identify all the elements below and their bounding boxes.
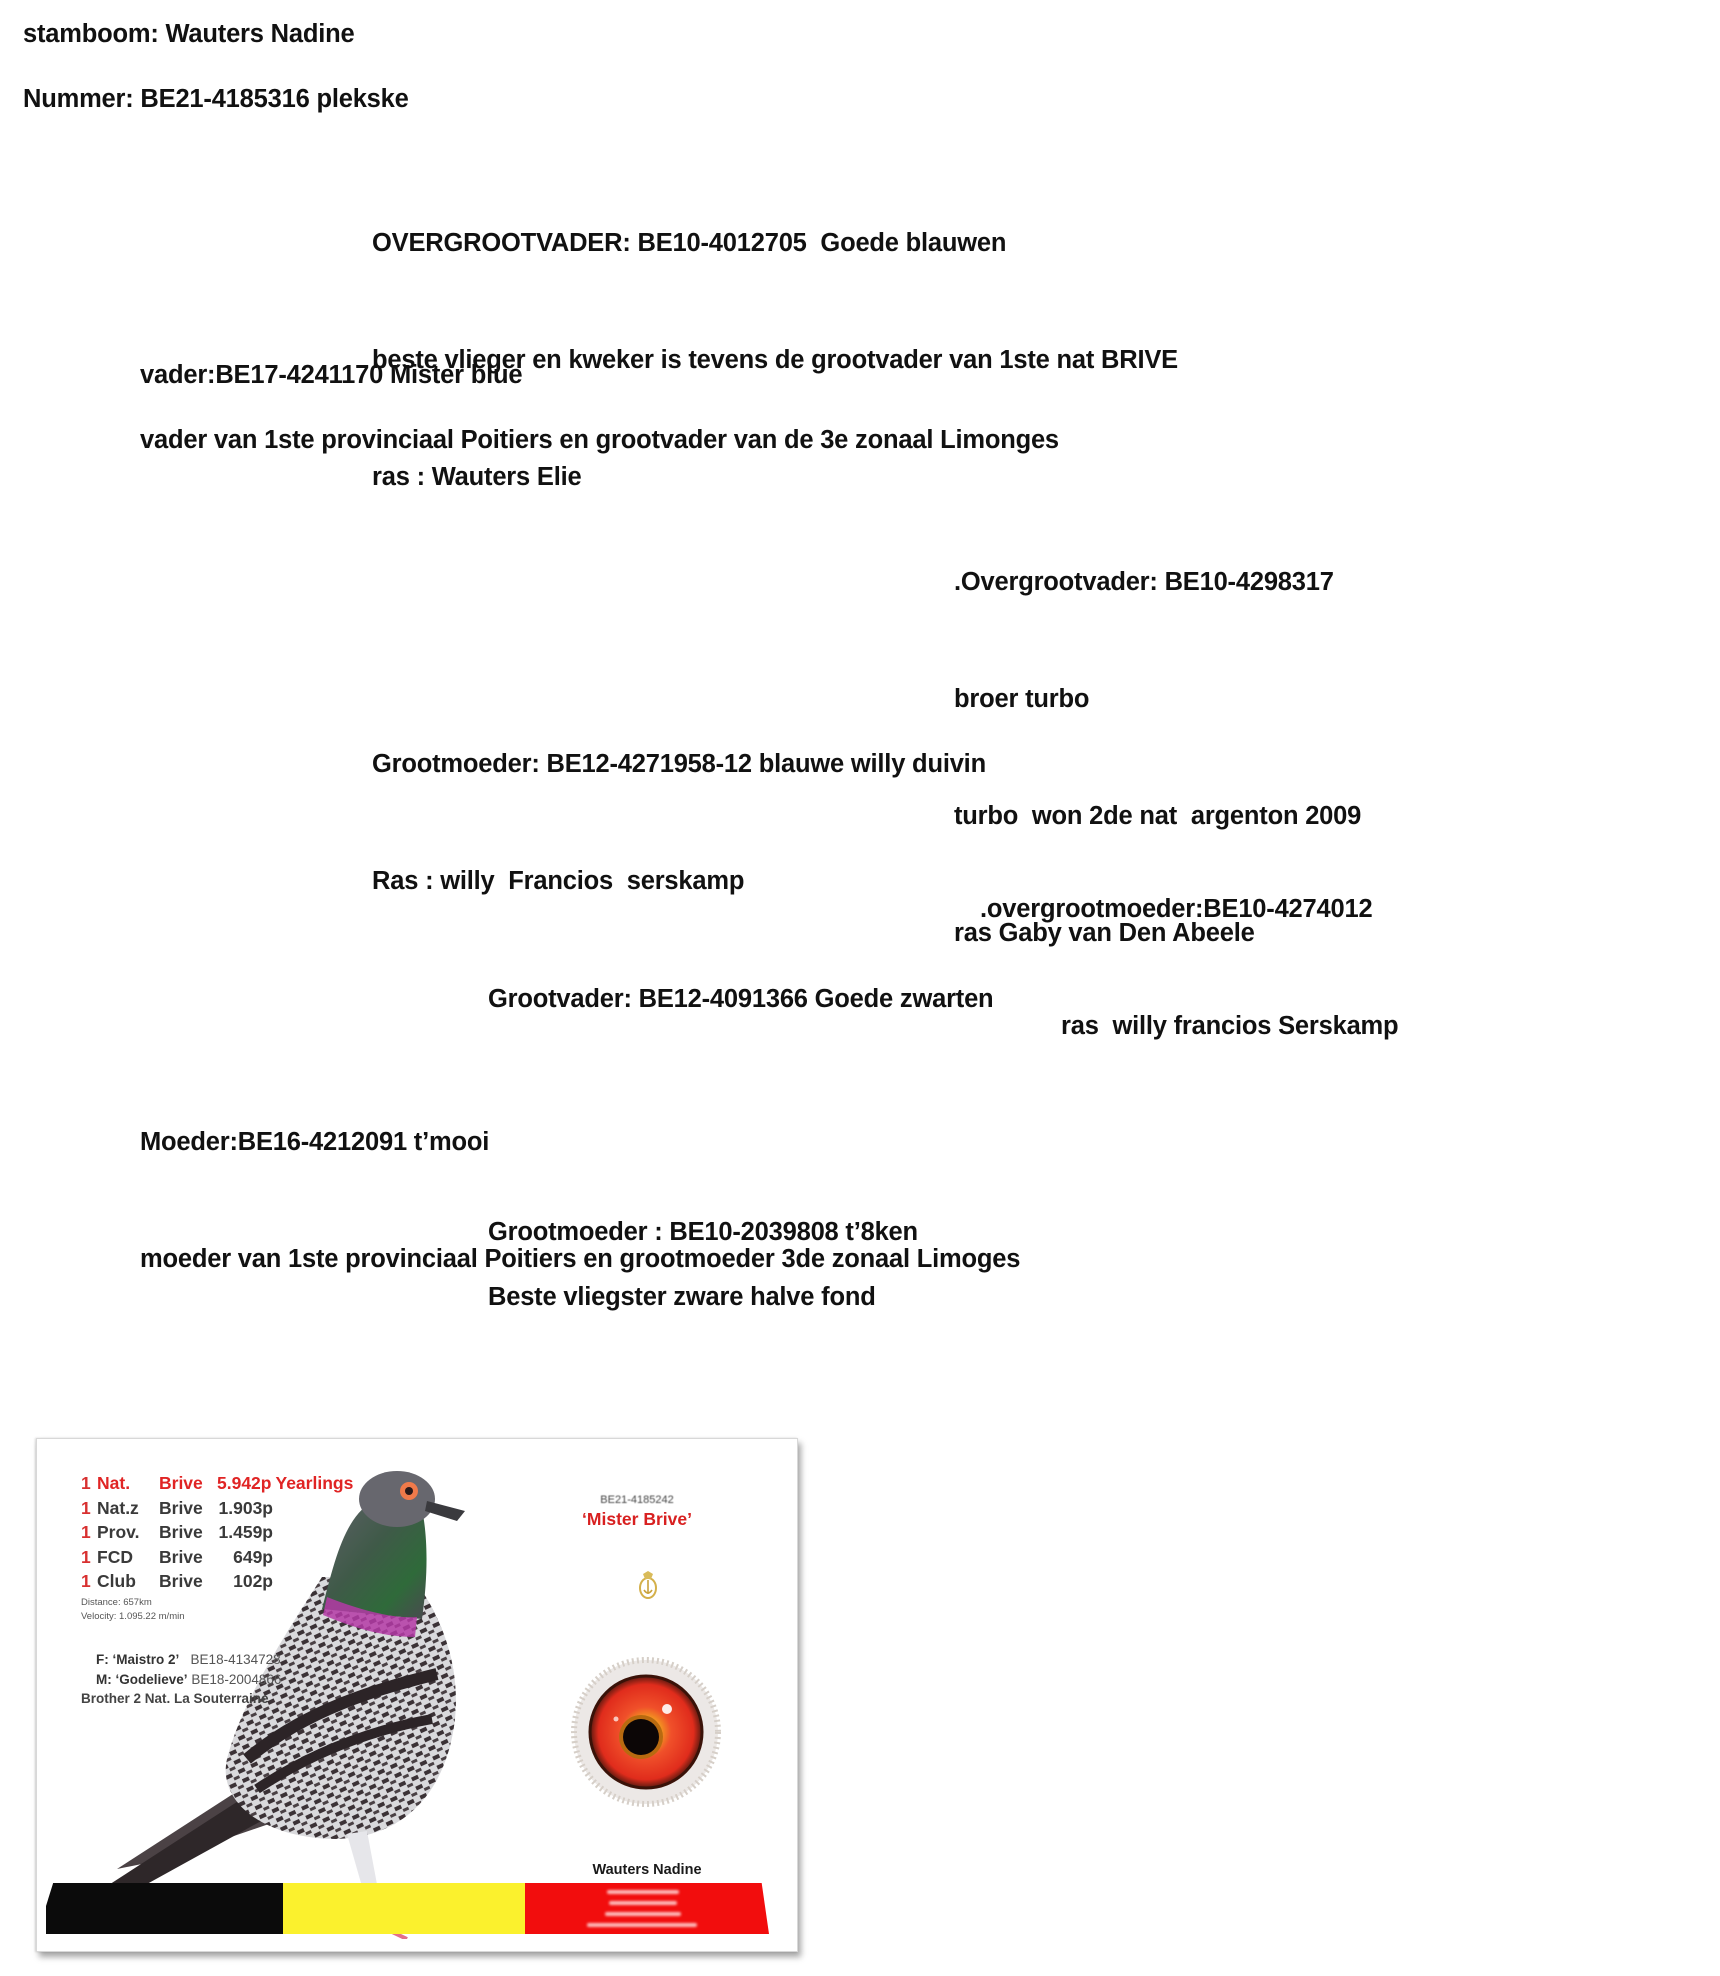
great-grandfather-block-1 — [372, 146, 1178, 536]
card-mother-name: M: ‘Godelieve’ — [96, 1672, 188, 1687]
address-line-blurred — [609, 1901, 677, 1905]
card-father-name: F: ‘Maistro 2’ — [96, 1652, 180, 1667]
great-grandmother-1-breed: ras willy francios Serskamp — [1061, 1012, 1399, 1040]
ring-number: Nummer: BE21-4185316 plekske — [23, 85, 409, 113]
address-line-blurred — [605, 1912, 681, 1916]
address-line-blurred — [587, 1923, 697, 1927]
result-points: 649p — [233, 1546, 273, 1567]
card-brother-note: Brother 2 Nat. La Souterraine — [81, 1691, 269, 1706]
address-line-blurred — [607, 1890, 679, 1894]
pigeon-card-image — [36, 1438, 798, 1952]
grandmother-2-description: Beste vliegster zware halve fond — [488, 1283, 876, 1311]
result-level: FCD — [97, 1546, 133, 1567]
grandmother-1-breed: Ras : willy Francios serskamp — [372, 867, 745, 895]
card-result-row — [81, 1545, 353, 1570]
great-grandfather-1-breed: ras : Wauters Elie — [372, 463, 582, 491]
result-rank: 1 — [81, 1546, 91, 1567]
result-level: Prov. — [97, 1522, 140, 1542]
great-grandfather-2-breed: ras Gaby van Den Abeele — [954, 919, 1255, 947]
result-rank: 1 — [81, 1571, 91, 1591]
card-result-row — [81, 1496, 353, 1521]
pedigree-title: stamboom: Wauters Nadine — [23, 20, 355, 48]
card-owner-name: Wauters Nadine — [592, 1862, 702, 1878]
father-description: vader van 1ste provinciaal Poitiers en grootvader van de 3e zonaal Limonges — [140, 426, 1059, 454]
grandmother-block-1 — [372, 667, 986, 940]
mother-description: moeder van 1ste provinciaal Poitiers en grootmoeder 3de zonaal Limoges — [140, 1245, 1021, 1273]
grandmother-2-title: Grootmoeder : BE10-2039808 t’8ken — [488, 1218, 918, 1246]
card-result-row — [81, 1520, 353, 1545]
card-mother-ring: BE18-2004866 — [191, 1672, 282, 1687]
result-level: Nat.z — [97, 1497, 139, 1518]
card-results — [81, 1471, 353, 1594]
result-points: 5.942p — [217, 1473, 272, 1493]
result-extra: Yearlings — [275, 1473, 354, 1493]
medal-emblem-icon — [637, 1570, 659, 1600]
great-grandmother-block-1 — [980, 812, 1398, 1085]
result-points: 1.459p — [218, 1522, 273, 1542]
great-grandfather-1-title: OVERGROOTVADER: BE10-4012705 Goede blauwen — [372, 229, 1007, 257]
great-grandfather-2-achievement: turbo won 2de nat argenton 2009 — [954, 802, 1362, 830]
card-result-row — [81, 1471, 353, 1496]
result-points: 102p — [233, 1571, 273, 1591]
grandfather-2-title: Grootvader: BE12-4091366 Goede zwarten — [488, 985, 994, 1013]
result-race: Brive — [159, 1522, 203, 1542]
mother-title: Moeder:BE16-4212091 t’mooi — [140, 1128, 490, 1156]
result-rank: 1 — [81, 1473, 91, 1493]
card-father-ring: BE18-4134728 — [190, 1652, 281, 1667]
flag-red-band — [525, 1883, 769, 1934]
great-grandfather-2-note: broer turbo — [954, 685, 1090, 713]
card-distance: Distance: 657km — [81, 1597, 152, 1608]
result-rank: 1 — [81, 1522, 91, 1542]
flag-yellow-band — [283, 1883, 525, 1934]
result-race: Brive — [159, 1497, 203, 1518]
result-level: Club — [97, 1571, 136, 1591]
result-race: Brive — [159, 1571, 203, 1591]
result-race: Brive — [159, 1546, 203, 1567]
result-rank: 1 — [81, 1497, 91, 1518]
flag-black-band — [46, 1883, 284, 1934]
result-race: Brive — [159, 1473, 203, 1493]
great-grandfather-2-title: .Overgrootvader: BE10-4298317 — [954, 568, 1334, 596]
grandmother-1-title: Grootmoeder: BE12-4271958-12 blauwe willy duivin — [372, 750, 986, 778]
father-title: vader:BE17-4241170 Mister blue — [140, 361, 523, 389]
card-result-row — [81, 1569, 353, 1594]
card-pigeon-name: ‘Mister Brive’ — [582, 1509, 692, 1529]
result-points: 1.903p — [218, 1497, 273, 1518]
result-level: Nat. — [97, 1473, 131, 1493]
great-grandfather-1-note: beste vlieger en kweker is tevens de grootvader van 1ste nat BRIVE — [372, 346, 1178, 374]
great-grandmother-1-title: .overgrootmoeder:BE10-4274012 — [980, 895, 1373, 923]
card-velocity: Velocity: 1.095.22 m/min — [81, 1611, 185, 1622]
pigeon-eye-closeup — [571, 1657, 721, 1807]
card-ring-number: BE21-4185242 — [600, 1494, 674, 1506]
